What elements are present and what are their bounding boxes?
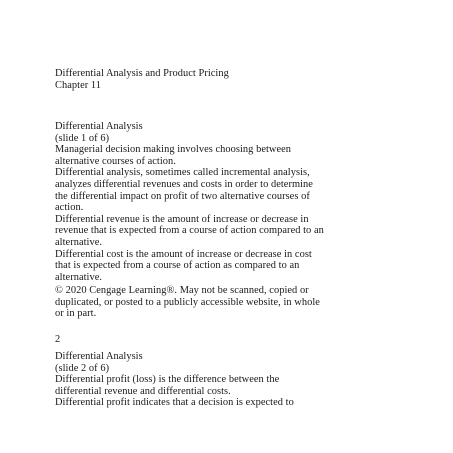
chapter-line: Chapter 11: [55, 79, 101, 91]
body-line: Differential analysis, sometimes called incremental analysis,: [55, 167, 310, 179]
slide-1-section: [55, 121, 415, 283]
slide-subheading: (slide 2 of 6): [55, 362, 110, 374]
body-line: revenue that is expected from a course of action compared to an: [55, 225, 324, 237]
copyright-notice: [55, 285, 415, 320]
body-line: alternative courses of action.: [55, 155, 176, 167]
slide-heading: Differential Analysis: [55, 121, 143, 132]
copyright-line: or in part.: [55, 308, 97, 320]
body-line: Differential profit indicates that a decision is expected to: [55, 397, 294, 409]
slide-2-section: [55, 351, 415, 409]
body-line: that is expected from a course of action as compared to an: [55, 260, 300, 272]
body-line: Managerial decision making involves choosing between: [55, 144, 292, 156]
title-line: Differential Analysis and Product Pricing: [55, 68, 229, 79]
body-line: Differential profit (loss) is the difference between the: [55, 374, 280, 386]
body-line: differential revenue and differential costs.: [55, 385, 231, 397]
page-number-text: 2: [55, 334, 61, 345]
body-line: alternative.: [55, 236, 103, 248]
body-line: alternative.: [55, 271, 103, 283]
slide-subheading: (slide 1 of 6): [55, 132, 110, 144]
slide-heading: Differential Analysis: [55, 351, 143, 362]
body-line: the differential impact on profit of two alternative courses of: [55, 190, 310, 202]
page-number: [55, 334, 415, 346]
body-line: action.: [55, 202, 84, 214]
body-line: Differential cost is the amount of increase or decrease in cost: [55, 248, 312, 260]
copyright-line: © 2020 Cengage Learning®. May not be scanned, copied or: [55, 285, 309, 296]
body-line: analyzes differential revenues and costs in order to determine: [55, 178, 313, 190]
document-title: [55, 68, 415, 91]
copyright-line: duplicated, or posted to a publicly accessible website, in whole: [55, 296, 320, 308]
body-line: Differential revenue is the amount of increase or decrease in: [55, 213, 309, 225]
